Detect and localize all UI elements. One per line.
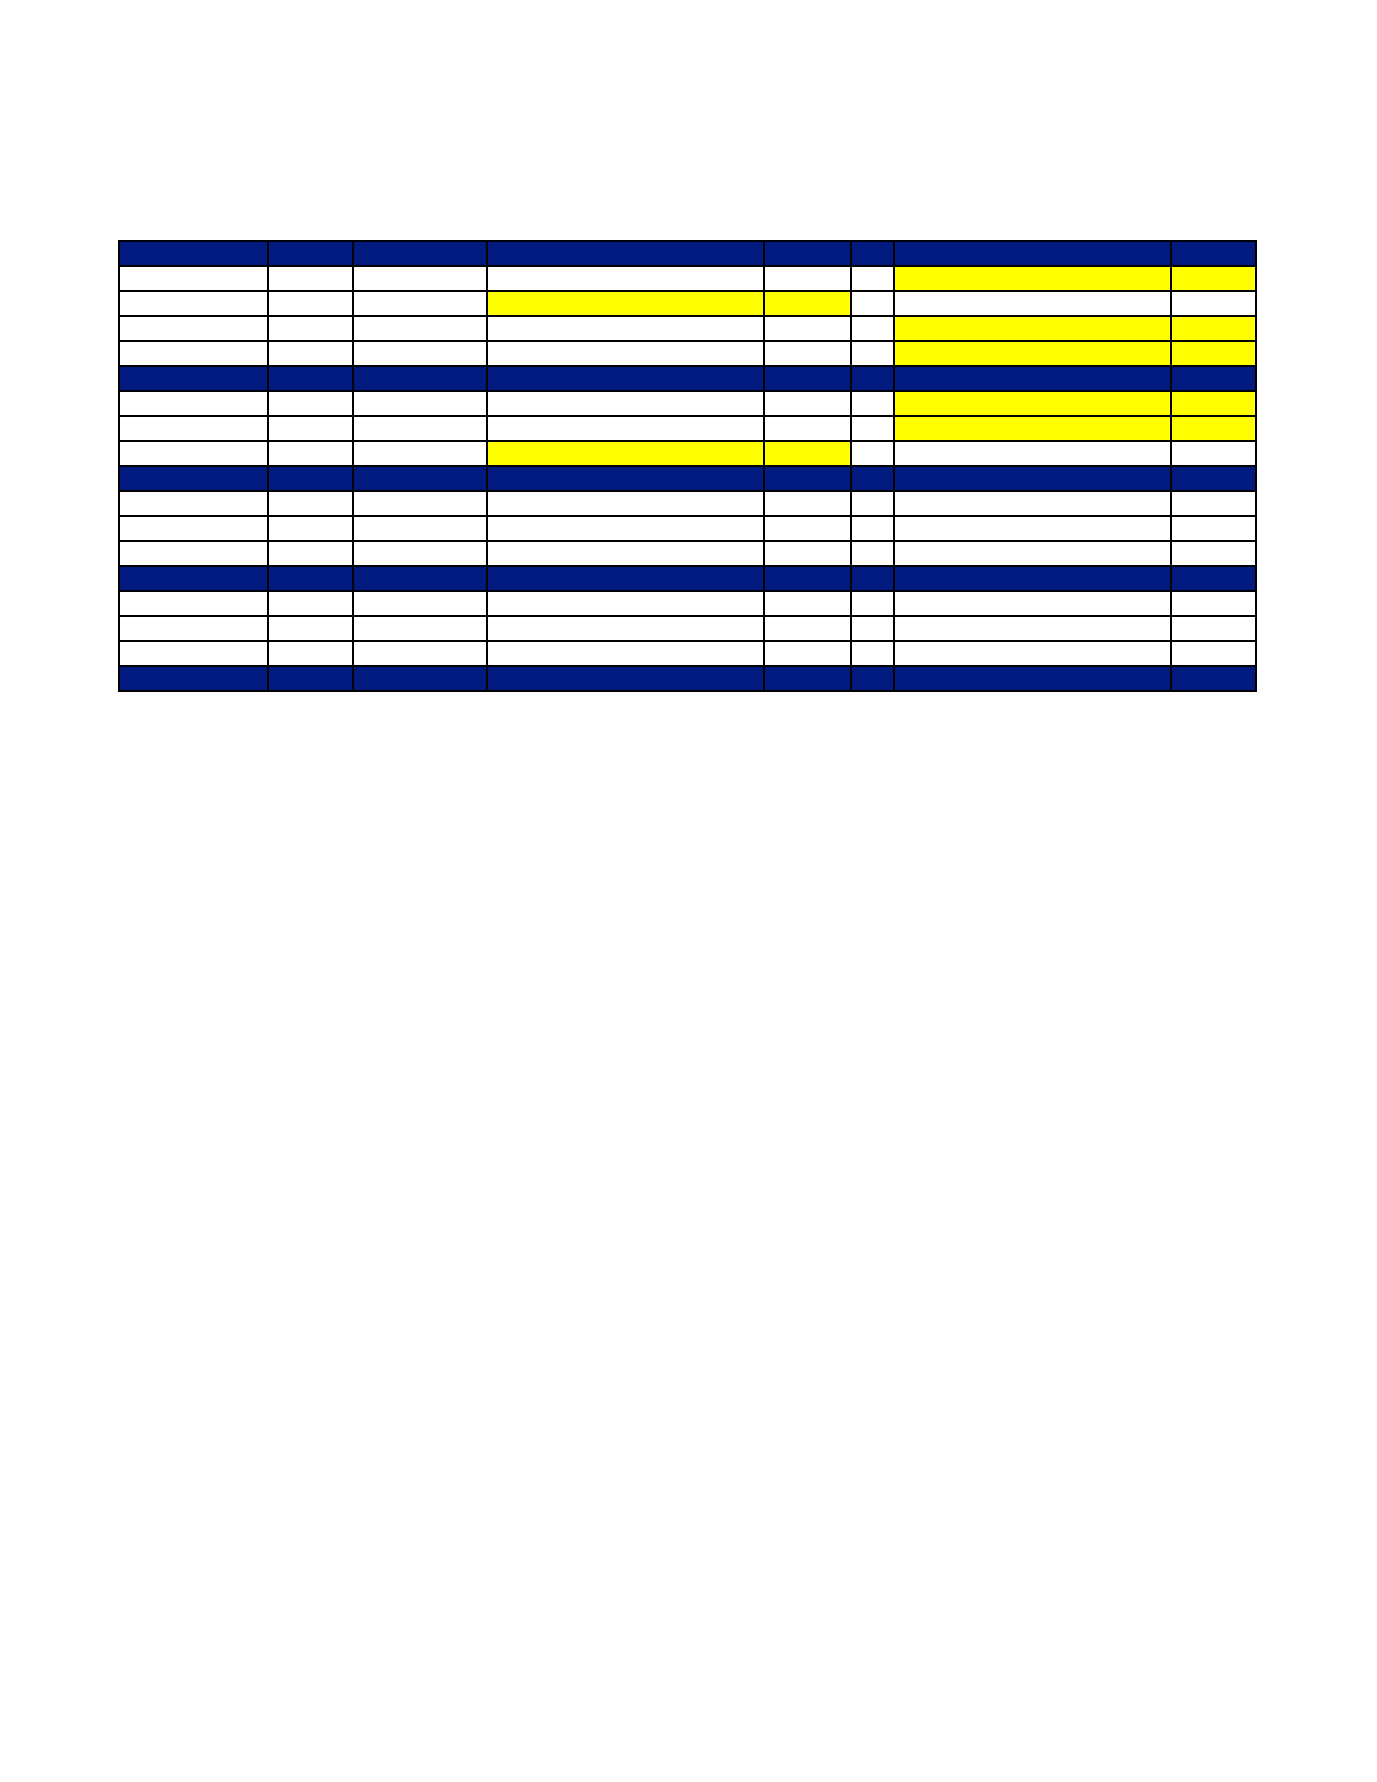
game-replica <box>353 416 487 441</box>
game-time <box>268 316 353 341</box>
game-date <box>119 641 268 666</box>
vs-label <box>851 391 894 416</box>
home-score <box>764 316 851 341</box>
game-date <box>119 616 268 641</box>
home-score <box>764 416 851 441</box>
away-team <box>894 316 1171 341</box>
game-time <box>268 416 353 441</box>
away-team <box>894 291 1171 316</box>
vs-label <box>851 616 894 641</box>
separator-cell <box>353 566 487 591</box>
home-team <box>487 266 764 291</box>
away-score <box>1171 341 1256 366</box>
home-score <box>764 341 851 366</box>
game-replica <box>353 316 487 341</box>
home-score <box>764 491 851 516</box>
away-score <box>1171 641 1256 666</box>
game-date <box>119 441 268 466</box>
away-score <box>1171 316 1256 341</box>
separator-cell <box>119 566 268 591</box>
vs-label <box>851 516 894 541</box>
separator-cell <box>119 466 268 491</box>
separator-cell <box>487 566 764 591</box>
game-replica <box>353 291 487 316</box>
separator-cell <box>1171 566 1256 591</box>
game-replica <box>353 541 487 566</box>
home-score <box>764 641 851 666</box>
game-replica <box>353 591 487 616</box>
separator-cell <box>268 466 353 491</box>
home-team <box>487 316 764 341</box>
col-home-score-header <box>764 241 851 266</box>
game-row <box>119 541 1256 566</box>
vs-label <box>851 316 894 341</box>
week-separator <box>119 366 1256 391</box>
separator-cell <box>353 366 487 391</box>
game-time <box>268 341 353 366</box>
home-team <box>487 641 764 666</box>
game-time <box>268 616 353 641</box>
week-separator <box>119 466 1256 491</box>
week-separator <box>119 566 1256 591</box>
separator-cell <box>894 666 1171 691</box>
away-score <box>1171 291 1256 316</box>
game-time <box>268 391 353 416</box>
game-row <box>119 516 1256 541</box>
vs-label <box>851 341 894 366</box>
game-date <box>119 516 268 541</box>
away-score <box>1171 616 1256 641</box>
vs-label <box>851 291 894 316</box>
game-replica <box>353 516 487 541</box>
game-replica <box>353 491 487 516</box>
game-date <box>119 291 268 316</box>
home-team <box>487 341 764 366</box>
away-team <box>894 591 1171 616</box>
col-time-header <box>268 241 353 266</box>
separator-cell <box>764 566 851 591</box>
separator-cell <box>487 466 764 491</box>
game-row <box>119 416 1256 441</box>
away-score <box>1171 541 1256 566</box>
separator-cell <box>268 666 353 691</box>
away-team <box>894 441 1171 466</box>
home-score <box>764 291 851 316</box>
separator-cell <box>1171 466 1256 491</box>
header-row <box>119 241 1256 266</box>
separator-cell <box>1171 366 1256 391</box>
vs-label <box>851 491 894 516</box>
week-separator <box>119 666 1256 691</box>
vs-label <box>851 641 894 666</box>
away-team <box>894 341 1171 366</box>
game-replica <box>353 391 487 416</box>
game-replica <box>353 616 487 641</box>
away-team <box>894 641 1171 666</box>
separator-cell <box>119 366 268 391</box>
away-score <box>1171 441 1256 466</box>
game-date <box>119 316 268 341</box>
separator-cell <box>851 366 894 391</box>
home-score <box>764 441 851 466</box>
separator-cell <box>851 466 894 491</box>
away-team <box>894 266 1171 291</box>
game-row <box>119 641 1256 666</box>
game-time <box>268 266 353 291</box>
home-team <box>487 541 764 566</box>
col-away-team-header <box>894 241 1171 266</box>
game-date <box>119 541 268 566</box>
away-team <box>894 416 1171 441</box>
game-time <box>268 591 353 616</box>
away-score <box>1171 416 1256 441</box>
game-time <box>268 441 353 466</box>
home-team <box>487 616 764 641</box>
away-score <box>1171 516 1256 541</box>
separator-cell <box>764 366 851 391</box>
home-team <box>487 291 764 316</box>
game-row <box>119 491 1256 516</box>
separator-cell <box>851 666 894 691</box>
away-team <box>894 541 1171 566</box>
separator-cell <box>1171 666 1256 691</box>
separator-cell <box>268 366 353 391</box>
game-date <box>119 341 268 366</box>
away-score <box>1171 591 1256 616</box>
separator-cell <box>487 366 764 391</box>
separator-cell <box>894 466 1171 491</box>
vs-label <box>851 416 894 441</box>
game-row <box>119 616 1256 641</box>
away-team <box>894 491 1171 516</box>
col-away-score-header <box>1171 241 1256 266</box>
game-date <box>119 416 268 441</box>
away-score <box>1171 266 1256 291</box>
game-time <box>268 541 353 566</box>
away-team <box>894 616 1171 641</box>
separator-cell <box>119 666 268 691</box>
schedule-body <box>119 266 1256 691</box>
col-replica-header <box>353 241 487 266</box>
game-row <box>119 341 1256 366</box>
home-team <box>487 416 764 441</box>
game-replica <box>353 441 487 466</box>
game-row <box>119 391 1256 416</box>
home-score <box>764 616 851 641</box>
game-row <box>119 291 1256 316</box>
game-row <box>119 591 1256 616</box>
col-vs-header <box>851 241 894 266</box>
game-date <box>119 491 268 516</box>
game-row <box>119 441 1256 466</box>
away-team <box>894 391 1171 416</box>
separator-cell <box>353 466 487 491</box>
away-team <box>894 516 1171 541</box>
home-team <box>487 516 764 541</box>
game-time <box>268 516 353 541</box>
home-team <box>487 591 764 616</box>
away-score <box>1171 491 1256 516</box>
home-score <box>764 516 851 541</box>
separator-cell <box>894 566 1171 591</box>
game-time <box>268 491 353 516</box>
game-time <box>268 641 353 666</box>
separator-cell <box>268 566 353 591</box>
game-replica <box>353 641 487 666</box>
home-score <box>764 541 851 566</box>
schedule-table <box>118 240 1257 692</box>
separator-cell <box>851 566 894 591</box>
vs-label <box>851 541 894 566</box>
home-team <box>487 391 764 416</box>
game-time <box>268 291 353 316</box>
separator-cell <box>353 666 487 691</box>
col-home-team-header <box>487 241 764 266</box>
game-row <box>119 316 1256 341</box>
game-replica <box>353 341 487 366</box>
separator-cell <box>764 666 851 691</box>
game-date <box>119 266 268 291</box>
col-date-header <box>119 241 268 266</box>
home-score <box>764 591 851 616</box>
game-date <box>119 391 268 416</box>
home-score <box>764 391 851 416</box>
game-replica <box>353 266 487 291</box>
vs-label <box>851 266 894 291</box>
separator-cell <box>487 666 764 691</box>
away-score <box>1171 391 1256 416</box>
home-team <box>487 441 764 466</box>
home-team <box>487 491 764 516</box>
game-date <box>119 591 268 616</box>
vs-label <box>851 441 894 466</box>
separator-cell <box>764 466 851 491</box>
separator-cell <box>894 366 1171 391</box>
vs-label <box>851 591 894 616</box>
home-score <box>764 266 851 291</box>
game-row <box>119 266 1256 291</box>
